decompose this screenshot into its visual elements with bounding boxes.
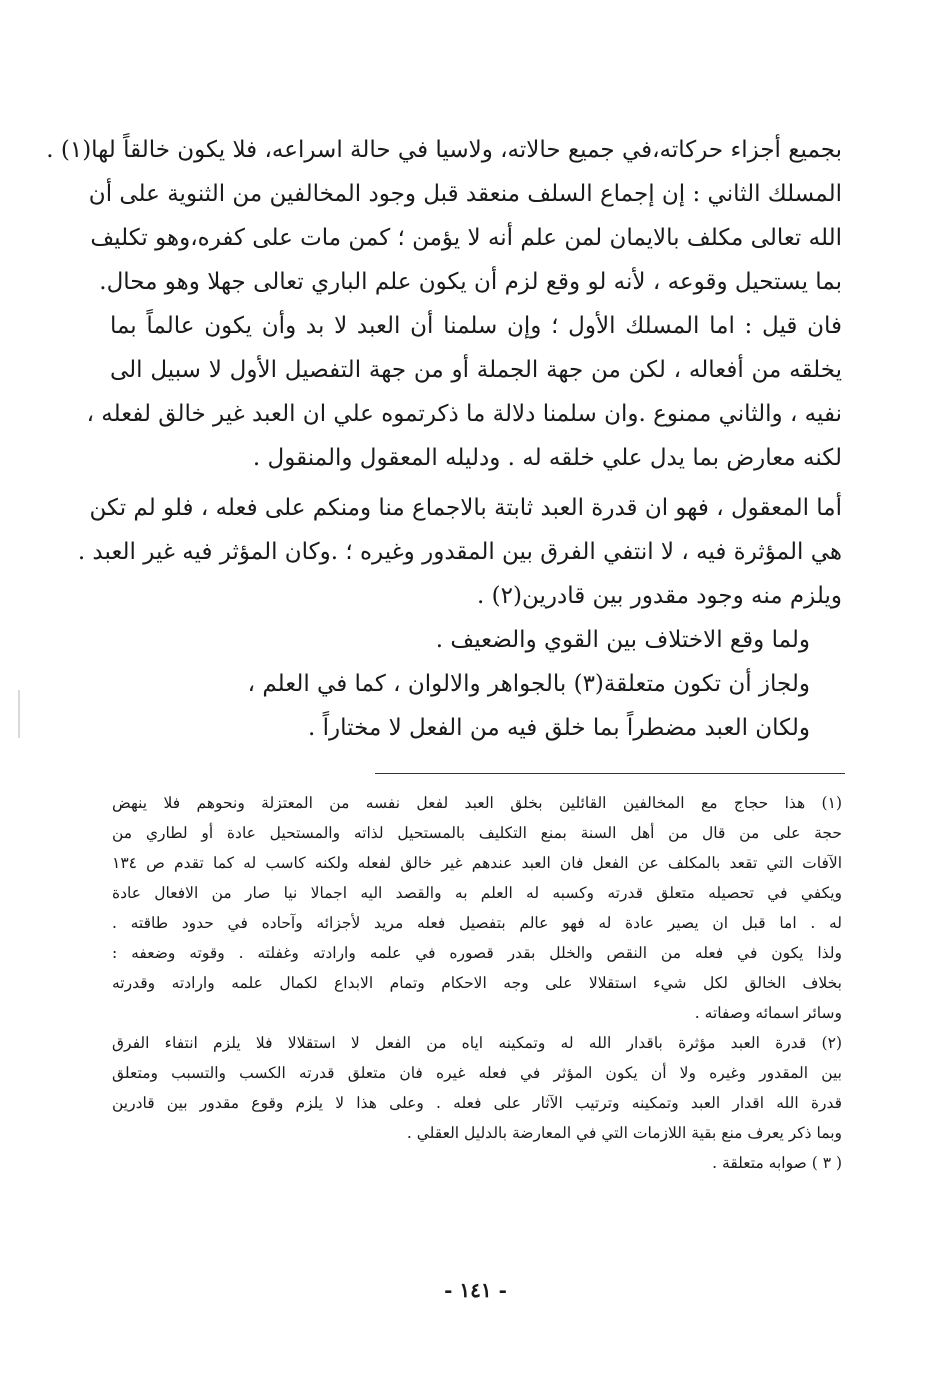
footnote-line: (١) هذا حجاج مع المخالفين القائلين بخلق العبد لفعل نفسه من المعتزلة ونحوهم فلا ينهض [112,794,842,812]
footnote-line: وسائر اسمائه وصفاته . [694,1004,842,1022]
main-line: ولجاز أن تكون متعلقة(٣) بالجواهر والالوان ، كما في العلم ، [247,671,810,697]
main-line: فان قيل : اما المسلك الأول ؛ وإن سلمنا أن العبد لا بد وأن يكون عالماً بما [110,313,842,339]
footnote-line: ويكفي في تحصيله متعلق قدرته وكسبه له العلم به والقصد اليه اجمالا نيا صار من الافعال عادة [112,884,842,902]
main-text-block [46,128,842,750]
margin-mark [18,690,20,738]
main-line: ولكان العبد مضطراً بما خلق فيه من الفعل لا مختاراً . [308,715,810,741]
footnote-line: قدرة الله اقدار العبد وتمكينه وترتيب الآثار على فعله . وعلى هذا لا يلزم وقوع مقدور بين قادرين [112,1094,842,1112]
footnote-line: حجة على من قال من أهل السنة بمنع التكليف بالمستحيل لذاته والمستحيل عادة أو لطاري من [112,824,842,842]
main-line: بما يستحيل وقوعه ، لأنه لو وقع لزم أن يكون علم الباري تعالى جهلا وهو محال. [99,269,842,295]
main-line: ولما وقع الاختلاف بين القوي والضعيف . [435,627,810,653]
main-line: يخلقه من أفعاله ، لكن من جهة الجملة أو من جهة التفصيل الأول لا سبيل الى [110,357,842,383]
footnote-line: له . اما قبل ان يصير عادة له فهو عالم بتفصيل فعله مريد لأجزائه وآحاده في حدود طاقته . [112,914,842,932]
main-line: بجميع أجزاء حركاته،في جميع حالاته، ولاسيا في حالة اسراعه، فلا يكون خالقاً لها(١) . [46,137,842,163]
main-line: ويلزم منه وجود مقدور بين قادرين(٢) . [477,583,842,609]
main-line: لكنه معارض بما يدل علي خلقه له . ودليله المعقول والمنقول . [252,445,842,471]
main-line: الله تعالى مكلف بالايمان لمن علم أنه لا يؤمن ؛ كمن مات على كفره،وهو تكليف [90,225,842,251]
main-line: المسلك الثاني : إن إجماع السلف منعقد قبل وجود المخالفين من الثنوية على أن [88,181,842,207]
footnote-line: الآفات التي تقعد بالمكلف عن الفعل فان العبد عندهم غير خالق لفعله ولكنه كاسب له كما تقدم ص ١٣٤ [112,854,842,872]
main-line: أما المعقول ، فهو ان قدرة العبد ثابتة بالاجماع منا ومنكم على فعله ، فلو لم تكن [89,495,842,521]
main-line: نفيه ، والثاني ممنوع .وان سلمنا دلالة ما ذكرتموه علي ان العبد غير خالق لفعله ، [86,401,842,427]
footnote-line: ( ٣ ) صوابه متعلقة . [712,1154,842,1172]
main-line: هي المؤثرة فيه ، لا انتفي الفرق بين المقدور وغيره ؛ .وكان المؤثر فيه غير العبد . [77,539,842,565]
footnotes-block [112,788,842,1178]
footnote-line: بين المقدور وغيره ولا أن يكون المؤثر في فعله غيره فان متعلق قدرته الكسب والتسبب ومتعلق [112,1064,842,1082]
page-number: - ١٤١ - [444,1278,507,1302]
footnote-line: (٢) قدرة العبد مؤثرة باقدار الله له وتمكينه اياه من الفعل لا استقلالا فلا يلزم انتفاء الفرق [112,1034,842,1052]
footnote-line: بخلاف الخالق لكل شيء استقلالا على وجه الاحكام وتمام الابداع لكمال علمه وارادته وقدرته [112,974,842,992]
footnote-line: ولذا يكون في فعله من النقص والخلل بقدر قصوره في علمه وارادته وغفلته . وقوته وضعفه : [112,944,842,962]
footnote-divider [375,773,845,774]
footnote-line: وبما ذكر يعرف منع بقية اللازمات التي في المعارضة بالدليل العقلي . [406,1124,842,1142]
